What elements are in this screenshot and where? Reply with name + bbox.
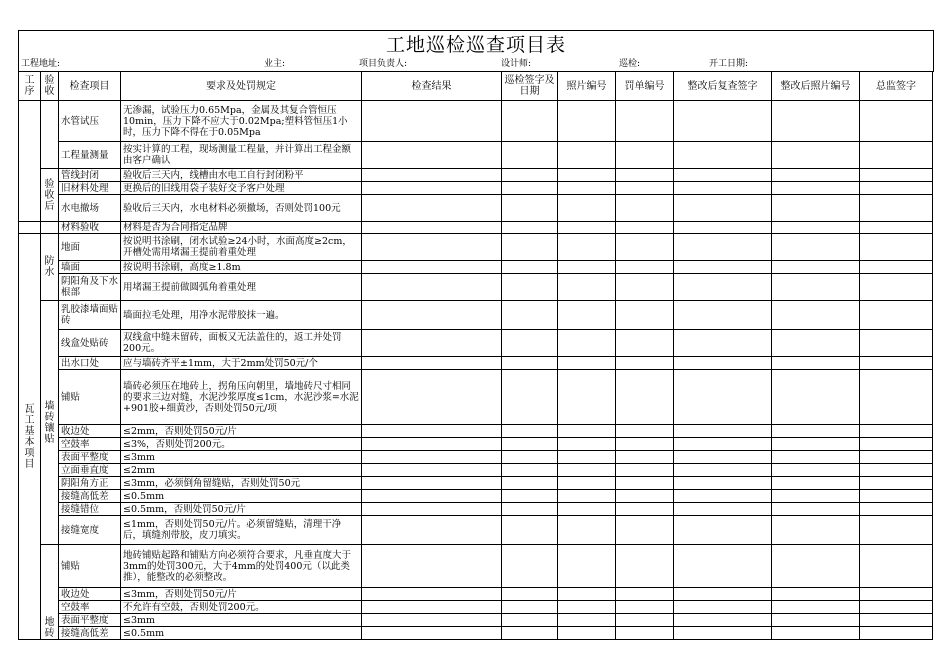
fine-no-cell[interactable] bbox=[616, 142, 674, 169]
header-row bbox=[19, 72, 933, 101]
supervisor-sign-cell[interactable] bbox=[860, 490, 933, 503]
requirement-text: 无渗漏，试验压力0.65Mpa，金属及其复合管恒压10min，压力下降不应大于0.02Mpa;塑料管恒压1小时，压力下降不得在于0.05Mpa bbox=[121, 101, 362, 142]
fine-no-cell[interactable] bbox=[616, 516, 674, 545]
recheck-sign-cell[interactable] bbox=[674, 516, 772, 545]
supervisor-sign-cell[interactable] bbox=[860, 627, 933, 640]
after-photo-cell[interactable] bbox=[772, 357, 860, 370]
recheck-sign-cell[interactable] bbox=[674, 195, 772, 222]
after-photo-cell[interactable] bbox=[772, 261, 860, 274]
after-photo-cell[interactable] bbox=[772, 195, 860, 222]
photo-no-cell[interactable] bbox=[558, 234, 616, 261]
check-item: 空鼓率 bbox=[59, 438, 121, 451]
header-sign: 巡检签字及日期 bbox=[502, 72, 558, 101]
sign-cell[interactable] bbox=[502, 627, 558, 640]
table-row bbox=[19, 503, 933, 516]
check-item: 接缝宽度 bbox=[59, 516, 121, 545]
table-row bbox=[19, 142, 933, 169]
result-cell[interactable] bbox=[362, 601, 502, 614]
sign-cell[interactable] bbox=[502, 370, 558, 425]
photo-no-cell[interactable] bbox=[558, 182, 616, 195]
requirement-text: ≤3mm bbox=[121, 451, 362, 464]
photo-no-cell[interactable] bbox=[558, 588, 616, 601]
sign-cell[interactable] bbox=[502, 330, 558, 357]
check-item: 空鼓率 bbox=[59, 601, 121, 614]
table-row bbox=[19, 451, 933, 464]
result-cell[interactable] bbox=[362, 182, 502, 195]
result-cell[interactable] bbox=[362, 274, 502, 301]
requirement-text: ≤3%，否则处罚200元。 bbox=[121, 438, 362, 451]
supervisor-sign-cell[interactable] bbox=[860, 261, 933, 274]
table-row bbox=[19, 330, 933, 357]
recheck-sign-cell[interactable] bbox=[674, 261, 772, 274]
after-photo-cell[interactable] bbox=[772, 234, 860, 261]
sign-cell[interactable] bbox=[502, 438, 558, 451]
requirement-text: 验收后三天内，水电材料必须撤场，否则处罚100元 bbox=[121, 195, 362, 222]
sign-cell[interactable] bbox=[502, 516, 558, 545]
check-item: 材料验收 bbox=[59, 222, 121, 234]
result-cell[interactable] bbox=[362, 169, 502, 182]
supervisor-sign-cell[interactable] bbox=[860, 464, 933, 477]
after-photo-cell[interactable] bbox=[772, 274, 860, 301]
sign-cell[interactable] bbox=[502, 234, 558, 261]
result-cell[interactable] bbox=[362, 261, 502, 274]
supervisor-sign-cell[interactable] bbox=[860, 438, 933, 451]
requirement-text: 地砖铺贴起路和铺贴方向必须符合要求，凡垂直度大于3mm的处罚300元，大于4mm的处罚400元（以此类推），能整改的必须整改。 bbox=[121, 545, 362, 588]
after-photo-cell[interactable] bbox=[772, 169, 860, 182]
fine-no-cell[interactable] bbox=[616, 614, 674, 627]
header-item: 检查项目 bbox=[59, 72, 121, 101]
header-recheck-sign: 整改后复查签字 bbox=[674, 72, 772, 101]
recheck-sign-cell[interactable] bbox=[674, 503, 772, 516]
recheck-sign-cell[interactable] bbox=[674, 490, 772, 503]
group-floor-tile: 地 砖 bbox=[41, 545, 59, 640]
inspector-label: 巡检: bbox=[619, 59, 641, 69]
photo-no-cell[interactable] bbox=[558, 330, 616, 357]
photo-no-cell[interactable] bbox=[558, 614, 616, 627]
recheck-sign-cell[interactable] bbox=[674, 545, 772, 588]
table-row bbox=[19, 601, 933, 614]
recheck-sign-cell[interactable] bbox=[674, 301, 772, 330]
check-item: 收边处 bbox=[59, 588, 121, 601]
requirement-text: 双线盒中缝未留砖，面板又无法盖住的，返工并处罚200元。 bbox=[121, 330, 362, 357]
recheck-sign-cell[interactable] bbox=[674, 182, 772, 195]
result-cell[interactable] bbox=[362, 490, 502, 503]
fine-no-cell[interactable] bbox=[616, 627, 674, 640]
result-cell[interactable] bbox=[362, 516, 502, 545]
supervisor-sign-cell[interactable] bbox=[860, 601, 933, 614]
check-item: 水电撤场 bbox=[59, 195, 121, 222]
recheck-sign-cell[interactable] bbox=[674, 330, 772, 357]
fine-no-cell[interactable] bbox=[616, 370, 674, 425]
photo-no-cell[interactable] bbox=[558, 545, 616, 588]
recheck-sign-cell[interactable] bbox=[674, 438, 772, 451]
recheck-sign-cell[interactable] bbox=[674, 464, 772, 477]
check-item: 工程量测量 bbox=[59, 142, 121, 169]
sign-cell[interactable] bbox=[502, 490, 558, 503]
photo-no-cell[interactable] bbox=[558, 627, 616, 640]
photo-no-cell[interactable] bbox=[558, 357, 616, 370]
fine-no-cell[interactable] bbox=[616, 545, 674, 588]
header-stage: 验收 bbox=[41, 72, 59, 101]
after-photo-cell[interactable] bbox=[772, 301, 860, 330]
sign-cell[interactable] bbox=[502, 169, 558, 182]
sign-cell[interactable] bbox=[502, 101, 558, 142]
sheet-title: 工地巡检巡查项目表 bbox=[18, 30, 934, 59]
address-label: 工程地址: bbox=[21, 59, 61, 69]
recheck-sign-cell[interactable] bbox=[674, 627, 772, 640]
requirement-text: 墙砖必须压在地砖上，拐角压向朝里，墙地砖尺寸相同的要求三边对缝，水泥沙浆厚度≤1cm，水泥沙浆=水泥+901胶+细黄沙，否则处罚50元/项 bbox=[121, 370, 362, 425]
after-photo-cell[interactable] bbox=[772, 425, 860, 438]
sign-cell[interactable] bbox=[502, 274, 558, 301]
fine-no-cell[interactable] bbox=[616, 195, 674, 222]
table-row bbox=[19, 614, 933, 627]
result-cell[interactable] bbox=[362, 588, 502, 601]
recheck-sign-cell[interactable] bbox=[674, 451, 772, 464]
table-row bbox=[19, 588, 933, 601]
fine-no-cell[interactable] bbox=[616, 490, 674, 503]
supervisor-sign-cell[interactable] bbox=[860, 545, 933, 588]
supervisor-sign-cell[interactable] bbox=[860, 274, 933, 301]
supervisor-sign-cell[interactable] bbox=[860, 614, 933, 627]
supervisor-sign-cell[interactable] bbox=[860, 357, 933, 370]
fine-no-cell[interactable] bbox=[616, 438, 674, 451]
owner-label: 业主: bbox=[264, 59, 286, 69]
group-after-acceptance: 验 收 后 bbox=[41, 169, 59, 222]
supervisor-sign-cell[interactable] bbox=[860, 425, 933, 438]
fine-no-cell[interactable] bbox=[616, 425, 674, 438]
requirement-text: ≤0.5mm bbox=[121, 627, 362, 640]
trade-cell bbox=[19, 101, 41, 222]
recheck-sign-cell[interactable] bbox=[674, 234, 772, 261]
recheck-sign-cell[interactable] bbox=[674, 357, 772, 370]
recheck-sign-cell[interactable] bbox=[674, 101, 772, 142]
requirement-text: 按说明书涂刷，闭水试验≥24小时，水面高度≥2cm，开槽处需用堵漏王提前着重处理 bbox=[121, 234, 362, 261]
supervisor-sign-cell[interactable] bbox=[860, 234, 933, 261]
photo-no-cell[interactable] bbox=[558, 261, 616, 274]
requirement-text: 验收后三天内，线槽由水电工自行封闭粉平 bbox=[121, 169, 362, 182]
requirement-text: 材料是否为合同指定品牌 bbox=[121, 222, 362, 234]
sign-cell[interactable] bbox=[502, 301, 558, 330]
table-row bbox=[19, 182, 933, 195]
header-photo-no: 照片编号 bbox=[558, 72, 616, 101]
requirement-text: 按说明书涂刷，高度≥1.8m bbox=[121, 261, 362, 274]
photo-no-cell[interactable] bbox=[558, 516, 616, 545]
fine-no-cell[interactable] bbox=[616, 503, 674, 516]
photo-no-cell[interactable] bbox=[558, 464, 616, 477]
sign-cell[interactable] bbox=[502, 182, 558, 195]
fine-no-cell[interactable] bbox=[616, 182, 674, 195]
check-item: 线盒处贴砖 bbox=[59, 330, 121, 357]
requirement-text: ≤1mm，否则处罚50元/片。必须留缝贴，清理干净后，填缝剂带胶，皮刀填实。 bbox=[121, 516, 362, 545]
project-info-row bbox=[18, 58, 934, 72]
fine-no-cell[interactable] bbox=[616, 477, 674, 490]
supervisor-sign-cell[interactable] bbox=[860, 516, 933, 545]
fine-no-cell[interactable] bbox=[616, 169, 674, 182]
photo-no-cell[interactable] bbox=[558, 425, 616, 438]
photo-no-cell[interactable] bbox=[558, 195, 616, 222]
requirement-text: ≤3mm，否则处罚50元/片 bbox=[121, 588, 362, 601]
check-item: 出水口处 bbox=[59, 357, 121, 370]
result-cell[interactable] bbox=[362, 627, 502, 640]
fine-no-cell[interactable] bbox=[616, 464, 674, 477]
result-cell[interactable] bbox=[362, 330, 502, 357]
photo-no-cell[interactable] bbox=[558, 101, 616, 142]
result-cell[interactable] bbox=[362, 614, 502, 627]
photo-no-cell[interactable] bbox=[558, 503, 616, 516]
after-photo-cell[interactable] bbox=[772, 451, 860, 464]
result-cell[interactable] bbox=[362, 222, 502, 234]
photo-no-cell[interactable] bbox=[558, 142, 616, 169]
recheck-sign-cell[interactable] bbox=[674, 222, 772, 234]
after-photo-cell[interactable] bbox=[772, 516, 860, 545]
after-photo-cell[interactable] bbox=[772, 601, 860, 614]
supervisor-sign-cell[interactable] bbox=[860, 169, 933, 182]
supervisor-sign-cell[interactable] bbox=[860, 370, 933, 425]
check-item: 墙面 bbox=[59, 261, 121, 274]
sign-cell[interactable] bbox=[502, 425, 558, 438]
sign-cell[interactable] bbox=[502, 545, 558, 588]
fine-no-cell[interactable] bbox=[616, 357, 674, 370]
requirement-text: ≤0.5mm bbox=[121, 490, 362, 503]
table-row bbox=[19, 627, 933, 640]
photo-no-cell[interactable] bbox=[558, 601, 616, 614]
table-row bbox=[19, 234, 933, 261]
table-row bbox=[19, 370, 933, 425]
sign-cell[interactable] bbox=[502, 222, 558, 234]
check-item: 阴阳角方正 bbox=[59, 477, 121, 490]
fine-no-cell[interactable] bbox=[616, 234, 674, 261]
table-row bbox=[19, 101, 933, 142]
header-result: 检查结果 bbox=[362, 72, 502, 101]
supervisor-sign-cell[interactable] bbox=[860, 588, 933, 601]
result-cell[interactable] bbox=[362, 195, 502, 222]
table-row bbox=[19, 490, 933, 503]
table-row bbox=[19, 274, 933, 301]
table-row bbox=[19, 222, 933, 234]
result-cell[interactable] bbox=[362, 425, 502, 438]
fine-no-cell[interactable] bbox=[616, 261, 674, 274]
check-item: 接缝高低差 bbox=[59, 490, 121, 503]
supervisor-sign-cell[interactable] bbox=[860, 222, 933, 234]
recheck-sign-cell[interactable] bbox=[674, 425, 772, 438]
result-cell[interactable] bbox=[362, 370, 502, 425]
supervisor-sign-cell[interactable] bbox=[860, 330, 933, 357]
table-row bbox=[19, 261, 933, 274]
recheck-sign-cell[interactable] bbox=[674, 588, 772, 601]
header-trade: 工序 bbox=[19, 72, 41, 101]
group-wall-tile: 墙 砖 镶 贴 bbox=[41, 301, 59, 545]
table-row bbox=[19, 357, 933, 370]
supervisor-sign-cell[interactable] bbox=[860, 451, 933, 464]
fine-no-cell[interactable] bbox=[616, 330, 674, 357]
check-item: 表面平整度 bbox=[59, 614, 121, 627]
table-row bbox=[19, 301, 933, 330]
trade-cell bbox=[19, 222, 41, 234]
after-photo-cell[interactable] bbox=[772, 545, 860, 588]
result-cell[interactable] bbox=[362, 503, 502, 516]
supervisor-sign-cell[interactable] bbox=[860, 503, 933, 516]
fine-no-cell[interactable] bbox=[616, 588, 674, 601]
designer-label: 设计师: bbox=[501, 59, 532, 69]
manager-label: 项目负责人: bbox=[359, 59, 408, 69]
check-item: 接缝高低差 bbox=[59, 627, 121, 640]
requirement-text: 墙面拉毛处理，用净水泥带胶抹一遍。 bbox=[121, 301, 362, 330]
after-photo-cell[interactable] bbox=[772, 588, 860, 601]
photo-no-cell[interactable] bbox=[558, 490, 616, 503]
header-supervisor-sign: 总监签字 bbox=[860, 72, 933, 101]
recheck-sign-cell[interactable] bbox=[674, 477, 772, 490]
check-item: 收边处 bbox=[59, 425, 121, 438]
sign-cell[interactable] bbox=[502, 195, 558, 222]
photo-no-cell[interactable] bbox=[558, 370, 616, 425]
sign-cell[interactable] bbox=[502, 503, 558, 516]
check-item: 地面 bbox=[59, 234, 121, 261]
result-cell[interactable] bbox=[362, 357, 502, 370]
result-cell[interactable] bbox=[362, 464, 502, 477]
check-item: 铺贴 bbox=[59, 370, 121, 425]
check-item: 水管试压 bbox=[59, 101, 121, 142]
table-row bbox=[19, 425, 933, 438]
result-cell[interactable] bbox=[362, 301, 502, 330]
requirement-text: 用堵漏王提前做圆弧角着重处理 bbox=[121, 274, 362, 301]
sign-cell[interactable] bbox=[502, 601, 558, 614]
check-item: 阴阳角及下水根部 bbox=[59, 274, 121, 301]
fine-no-cell[interactable] bbox=[616, 451, 674, 464]
result-cell[interactable] bbox=[362, 234, 502, 261]
sign-cell[interactable] bbox=[502, 451, 558, 464]
photo-no-cell[interactable] bbox=[558, 274, 616, 301]
stage-cell bbox=[41, 101, 59, 169]
requirement-text: 按实计算的工程，现场测量工程量，并计算出工程金额由客户确认 bbox=[121, 142, 362, 169]
result-cell[interactable] bbox=[362, 438, 502, 451]
after-photo-cell[interactable] bbox=[772, 490, 860, 503]
header-after-photo: 整改后照片编号 bbox=[772, 72, 860, 101]
fine-no-cell[interactable] bbox=[616, 101, 674, 142]
check-item: 管线封闭 bbox=[59, 169, 121, 182]
result-cell[interactable] bbox=[362, 142, 502, 169]
table-row bbox=[19, 545, 933, 588]
result-cell[interactable] bbox=[362, 477, 502, 490]
requirement-text: ≤2mm，否则处罚50元/片 bbox=[121, 425, 362, 438]
group-waterproof: 防 水 bbox=[41, 234, 59, 301]
photo-no-cell[interactable] bbox=[558, 169, 616, 182]
header-fine-no: 罚单编号 bbox=[616, 72, 674, 101]
after-photo-cell[interactable] bbox=[772, 330, 860, 357]
photo-no-cell[interactable] bbox=[558, 451, 616, 464]
check-item: 乳胶漆墙面贴砖 bbox=[59, 301, 121, 330]
check-item: 接缝错位 bbox=[59, 503, 121, 516]
requirement-text: 应与墙砖齐平±1mm，大于2mm处罚50元/个 bbox=[121, 357, 362, 370]
check-item: 铺贴 bbox=[59, 545, 121, 588]
recheck-sign-cell[interactable] bbox=[674, 142, 772, 169]
table-row bbox=[19, 477, 933, 490]
fine-no-cell[interactable] bbox=[616, 222, 674, 234]
result-cell[interactable] bbox=[362, 101, 502, 142]
result-cell[interactable] bbox=[362, 451, 502, 464]
recheck-sign-cell[interactable] bbox=[674, 370, 772, 425]
after-photo-cell[interactable] bbox=[772, 370, 860, 425]
after-photo-cell[interactable] bbox=[772, 477, 860, 490]
supervisor-sign-cell[interactable] bbox=[860, 477, 933, 490]
sign-cell[interactable] bbox=[502, 477, 558, 490]
check-item: 表面平整度 bbox=[59, 451, 121, 464]
sign-cell[interactable] bbox=[502, 614, 558, 627]
requirement-text: ≤0.5mm，否则处罚50元/片 bbox=[121, 503, 362, 516]
requirement-text: ≤3mm bbox=[121, 614, 362, 627]
after-photo-cell[interactable] bbox=[772, 182, 860, 195]
after-photo-cell[interactable] bbox=[772, 503, 860, 516]
after-photo-cell[interactable] bbox=[772, 142, 860, 169]
photo-no-cell[interactable] bbox=[558, 222, 616, 234]
sign-cell[interactable] bbox=[502, 357, 558, 370]
recheck-sign-cell[interactable] bbox=[674, 614, 772, 627]
supervisor-sign-cell[interactable] bbox=[860, 195, 933, 222]
inspection-table bbox=[18, 71, 933, 640]
start-date-label: 开工日期: bbox=[709, 59, 749, 69]
recheck-sign-cell[interactable] bbox=[674, 169, 772, 182]
sign-cell[interactable] bbox=[502, 142, 558, 169]
fine-no-cell[interactable] bbox=[616, 301, 674, 330]
after-photo-cell[interactable] bbox=[772, 614, 860, 627]
photo-no-cell[interactable] bbox=[558, 301, 616, 330]
stage-cell bbox=[41, 222, 59, 234]
check-item: 立面垂直度 bbox=[59, 464, 121, 477]
table-row bbox=[19, 464, 933, 477]
supervisor-sign-cell[interactable] bbox=[860, 301, 933, 330]
requirement-text: 不允许有空鼓，否则处罚200元。 bbox=[121, 601, 362, 614]
requirement-text: ≤2mm bbox=[121, 464, 362, 477]
recheck-sign-cell[interactable] bbox=[674, 274, 772, 301]
requirement-text: ≤3mm，必须倒角留缝贴，否则处罚50元 bbox=[121, 477, 362, 490]
supervisor-sign-cell[interactable] bbox=[860, 142, 933, 169]
sign-cell[interactable] bbox=[502, 261, 558, 274]
sign-cell[interactable] bbox=[502, 464, 558, 477]
fine-no-cell[interactable] bbox=[616, 274, 674, 301]
table-row bbox=[19, 195, 933, 222]
recheck-sign-cell[interactable] bbox=[674, 601, 772, 614]
table-row bbox=[19, 169, 933, 182]
result-cell[interactable] bbox=[362, 545, 502, 588]
table-row bbox=[19, 438, 933, 451]
supervisor-sign-cell[interactable] bbox=[860, 182, 933, 195]
fine-no-cell[interactable] bbox=[616, 601, 674, 614]
after-photo-cell[interactable] bbox=[772, 464, 860, 477]
header-requirement: 要求及处罚规定 bbox=[121, 72, 362, 101]
after-photo-cell[interactable] bbox=[772, 438, 860, 451]
after-photo-cell[interactable] bbox=[772, 627, 860, 640]
supervisor-sign-cell[interactable] bbox=[860, 101, 933, 142]
sign-cell[interactable] bbox=[502, 588, 558, 601]
table-row bbox=[19, 516, 933, 545]
photo-no-cell[interactable] bbox=[558, 477, 616, 490]
requirement-text: 更换后的旧线用袋子装好交予客户处理 bbox=[121, 182, 362, 195]
check-item: 旧材料处理 bbox=[59, 182, 121, 195]
group-tile-trade: 瓦 工 基 本 项 目 bbox=[19, 234, 41, 640]
after-photo-cell[interactable] bbox=[772, 222, 860, 234]
after-photo-cell[interactable] bbox=[772, 101, 860, 142]
photo-no-cell[interactable] bbox=[558, 438, 616, 451]
